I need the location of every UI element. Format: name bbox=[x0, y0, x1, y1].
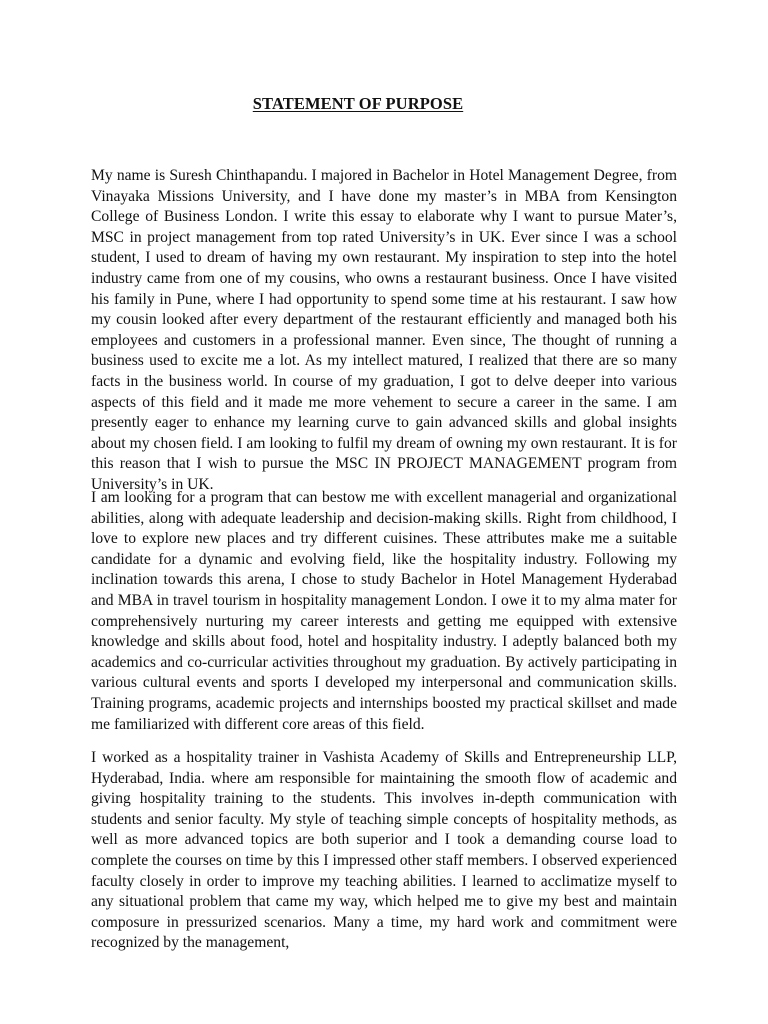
paragraph: My name is Suresh Chinthapandu. I majored in Bachelor in Hotel Management Degree, from Vinayaka Missions University, and I have done my master’s in MBA from Kensington College of Business London. I write this essay to elaborate why I want to pursue Mater’s, MSC in project management from top rated University’s in UK. Ever since I was a school student, I used to dream of having my own restaurant. My inspiration to step into the hotel industry came from one of my cousins, who owns a restaurant business. Once I have visited his family in Pune, where I had opportunity to spend some time at his restaurant. I saw how my cousin looked after every department of the restaurant efficiently and managed both his employees and customers in a professional manner. Even since, The thought of running a business used to excite me a lot. As my intellect matured, I realized that there are so many facts in the business world. In course of my graduation, I got to delve deeper into various aspects of this field and it made me more vehement to secure a career in the same. I am presently eager to enhance my learning curve to gain advanced skills and global insights about my chosen field. I am looking to fulfil my dream of owning my own restaurant. It is for this reason that I wish to pursue the MSC IN PROJECT MANAGEMENT program from University’s in UK. bbox=[91, 167, 677, 493]
document-title: STATEMENT OF PURPOSE bbox=[252, 94, 464, 113]
paragraph: I am looking for a program that can bestow me with excellent managerial and organizational abilities, along with adequate leadership and decision-making skills. Right from childhood, I love to explore new places and try different cuisines. These attributes make me a suitable candidate for a dynamic and evolving field, like the hospitality industry. Following my inclination towards this arena, I chose to study Bachelor in Hotel Management Hyderabad and MBA in travel tourism in hospitality management London. I owe it to my alma mater for comprehensively nurturing my career interests and getting me equipped with extensive knowledge and skills about food, hotel and hospitality industry. I adeptly balanced both my academics and co-curricular activities throughout my graduation. By actively participating in various cultural events and sports I developed my interpersonal and communication skills. Training programs, academic projects and internships boosted my practical skillset and made me familiarized with different core areas of this field. bbox=[91, 489, 677, 733]
paragraph: I worked as a hospitality trainer in Vashista Academy of Skills and Entrepreneurship LLP, Hyderabad, India. where am responsible for maintaining the smooth flow of academic and giving hospitality training to the students. This involves in-depth communication with students and senior faculty. My style of teaching simple concepts of hospitality methods, as well as more advanced topics are both superior and I took a demanding course load to complete the courses on time by this I impressed other staff members. I observed experienced faculty closely in order to improve my teaching abilities. I learned to acclimatize myself to any situational problem that came my way, which helped me to give my best and maintain composure in pressurized scenarios. Many a time, my hard work and commitment were recognized by the management, bbox=[91, 749, 677, 952]
